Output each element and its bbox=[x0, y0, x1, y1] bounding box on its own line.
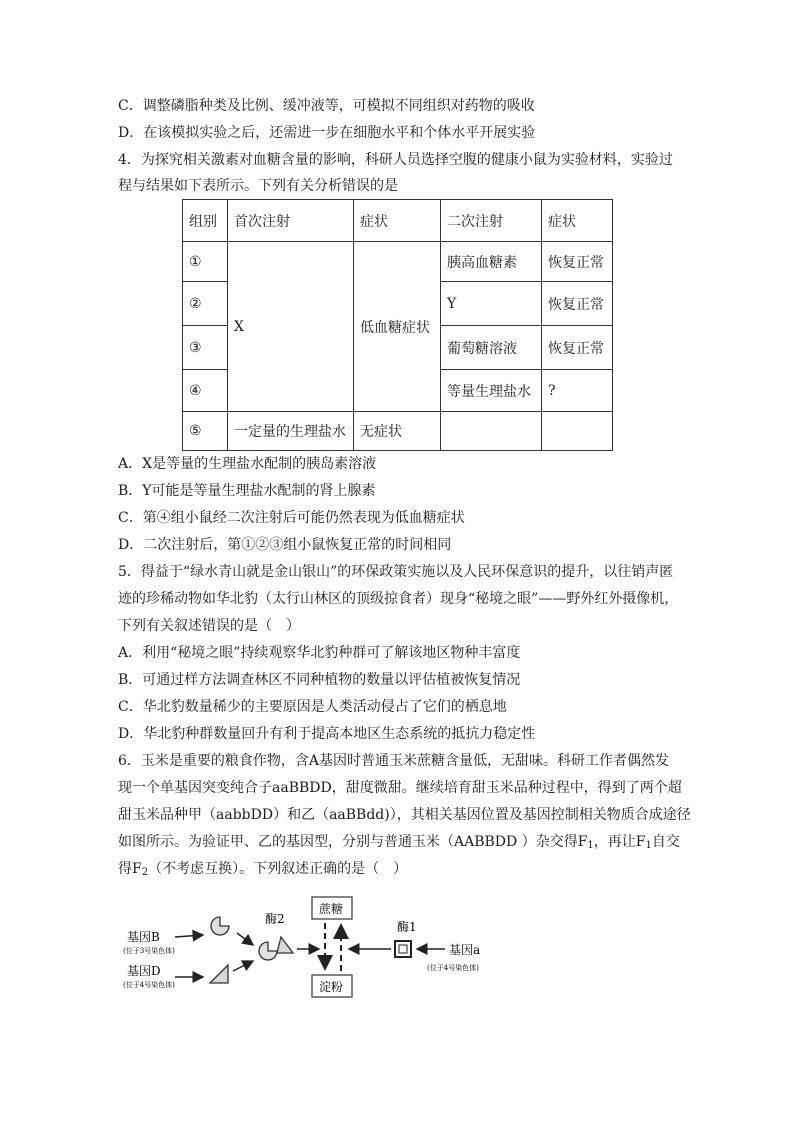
header-second-symptom: 症状 bbox=[542, 200, 613, 242]
second-injection-cell: 胰高血糖素 bbox=[441, 242, 542, 282]
second-injection-cell: 等量生理盐水 bbox=[441, 370, 542, 412]
q4-option-b: B．Y可能是等量生理盐水配制的肾上腺素 bbox=[118, 483, 376, 499]
q5-option-c: C．华北豹数量稀少的主要原因是人类活动侵占了它们的栖息地 bbox=[118, 699, 507, 715]
second-symptom-cell: ? bbox=[542, 370, 613, 412]
starch-label: 淀粉 bbox=[319, 980, 344, 994]
q5-stem-line2: 迹的珍稀动物如华北豹（太行山林区的顶级掠食者）现身“秘境之眼”——野外红外摄像机， bbox=[118, 591, 679, 607]
q4-stem-line1: 4．为探究相关激素对血糖含量的影响，科研人员选择空腹的健康小鼠为实验材料，实验过 bbox=[118, 152, 673, 168]
q6-stem-line1: 6．玉米是重要的粮食作物，含A基因时普通玉米蔗糖含量低，无甜味。科研工作者偶然发 bbox=[118, 753, 670, 769]
subscript: 1 bbox=[587, 840, 594, 851]
q6-stem-line2: 现一个单基因突变纯合子aaBBDD，甜度微甜。继续培育甜玉米品种过程中，得到了两个超 bbox=[118, 780, 682, 796]
q6-stem-line5-part1: 得F bbox=[118, 861, 142, 877]
empty-cell bbox=[441, 412, 542, 451]
q6-stem-line4-part3: 自交 bbox=[651, 834, 680, 850]
q3-option-c: C．调整磷脂种类及比例、缓冲液等，可模拟不同组织对药物的吸收 bbox=[118, 98, 535, 114]
table-row bbox=[183, 242, 613, 282]
header-group: 组别 bbox=[183, 200, 228, 242]
q5-option-b: B．可通过样方法调查林区不同种植物的数量以评估植被恢复情况 bbox=[118, 672, 521, 688]
q3-option-d: D．在该模拟实验之后，还需进一步在细胞水平和个体水平开展实验 bbox=[118, 125, 536, 141]
empty-cell bbox=[542, 412, 613, 451]
q6-stem-line4-part2: ，再让F bbox=[593, 834, 646, 850]
group-label: ② bbox=[183, 282, 228, 326]
enzyme1-label: 酶1 bbox=[397, 920, 417, 934]
q6-stem-line4-part1: 如图所示。为验证甲、乙的基因型，分别与普通玉米（AABBDD ）杂交得F bbox=[118, 834, 588, 850]
first-injection-x: X bbox=[228, 242, 354, 412]
q6-stem-line5-part2: （不考虑互换）。下列叙述正确的是（ ） bbox=[148, 861, 408, 877]
arrow-to-enzyme2-top bbox=[237, 933, 253, 945]
enzyme2-pacman-icon bbox=[259, 942, 277, 960]
gene-b-label: 基因B bbox=[127, 930, 160, 944]
gene-a-note: (位于4号染色体) bbox=[427, 964, 479, 972]
q6-stem-line4 bbox=[118, 833, 680, 855]
second-injection-cell: 葡萄糖溶液 bbox=[441, 326, 542, 370]
q6-stem-line3: 甜玉米品种甲（aabbDD）和乙（aaBBdd)），其相关基因位置及基因控制相关物质合成途径 bbox=[118, 807, 691, 823]
q5-option-d: D．华北豹种群数量回升有利于提高本地区生态系统的抵抗力稳定性 bbox=[118, 726, 536, 742]
q5-option-a: A．利用“秘境之眼”持续观察华北豹种群可了解该地区物种丰富度 bbox=[118, 645, 521, 661]
triangle-piece-icon bbox=[210, 965, 228, 983]
q4-experiment-table bbox=[182, 199, 613, 451]
gene-a-label: 基因a bbox=[449, 943, 481, 957]
symptom-hypoglycemia: 低血糖症状 bbox=[354, 242, 441, 412]
enzyme1-inner-square-icon bbox=[399, 945, 407, 953]
table-row bbox=[183, 412, 613, 451]
subscript: 1 bbox=[645, 840, 652, 851]
gene-d-label: 基因D bbox=[127, 964, 161, 978]
arrow-to-enzyme2-bottom bbox=[233, 961, 253, 971]
q4-option-a: A．X是等量的生理盐水配制的胰岛素溶液 bbox=[118, 456, 377, 472]
q4-stem-line2: 程与结果如下表所示。下列有关分析错误的是 bbox=[118, 178, 398, 194]
header-second-injection: 二次注射 bbox=[441, 200, 542, 242]
second-symptom-cell: 恢复正常 bbox=[542, 242, 613, 282]
q5-stem-line3: 下列有关叙述错误的是（ ） bbox=[118, 618, 300, 634]
symptom-none: 无症状 bbox=[354, 412, 441, 451]
first-injection-saline: 一定量的生理盐水 bbox=[228, 412, 354, 451]
group-label: ④ bbox=[183, 370, 228, 412]
pacman-piece-icon bbox=[211, 917, 229, 935]
header-first-injection: 首次注射 bbox=[228, 200, 354, 242]
group-label: ③ bbox=[183, 326, 228, 370]
second-symptom-cell: 恢复正常 bbox=[542, 282, 613, 326]
gene-d-note: (位于4号染色体) bbox=[123, 981, 175, 989]
subscript: 2 bbox=[141, 867, 149, 878]
header-symptom: 症状 bbox=[354, 200, 441, 242]
arrow-geneb-to-enzyme bbox=[175, 935, 203, 937]
q4-option-d: D．二次注射后，第①②③组小鼠恢复正常的时间相同 bbox=[118, 537, 452, 553]
group-label: ① bbox=[183, 242, 228, 282]
q5-stem-line1: 5．得益于“绿水青山就是金山银山”的环保政策实施以及人民环保意识的提升，以往销声匿 bbox=[118, 564, 674, 580]
second-symptom-cell: 恢复正常 bbox=[542, 326, 613, 370]
group-label: ⑤ bbox=[183, 412, 228, 451]
table-header-row bbox=[183, 200, 613, 242]
gene-b-note: (位于3号染色体) bbox=[123, 947, 175, 955]
second-injection-cell: Y bbox=[441, 282, 542, 326]
enzyme2-triangle-icon bbox=[277, 937, 293, 953]
enzyme2-label: 酶2 bbox=[265, 912, 285, 926]
sucrose-label: 蔗糖 bbox=[319, 902, 344, 916]
gene-pathway-diagram bbox=[115, 893, 515, 1003]
q6-stem-line5 bbox=[118, 860, 407, 882]
q4-option-c: C．第④组小鼠经二次注射后可能仍然表现为低血糖症状 bbox=[118, 510, 465, 526]
